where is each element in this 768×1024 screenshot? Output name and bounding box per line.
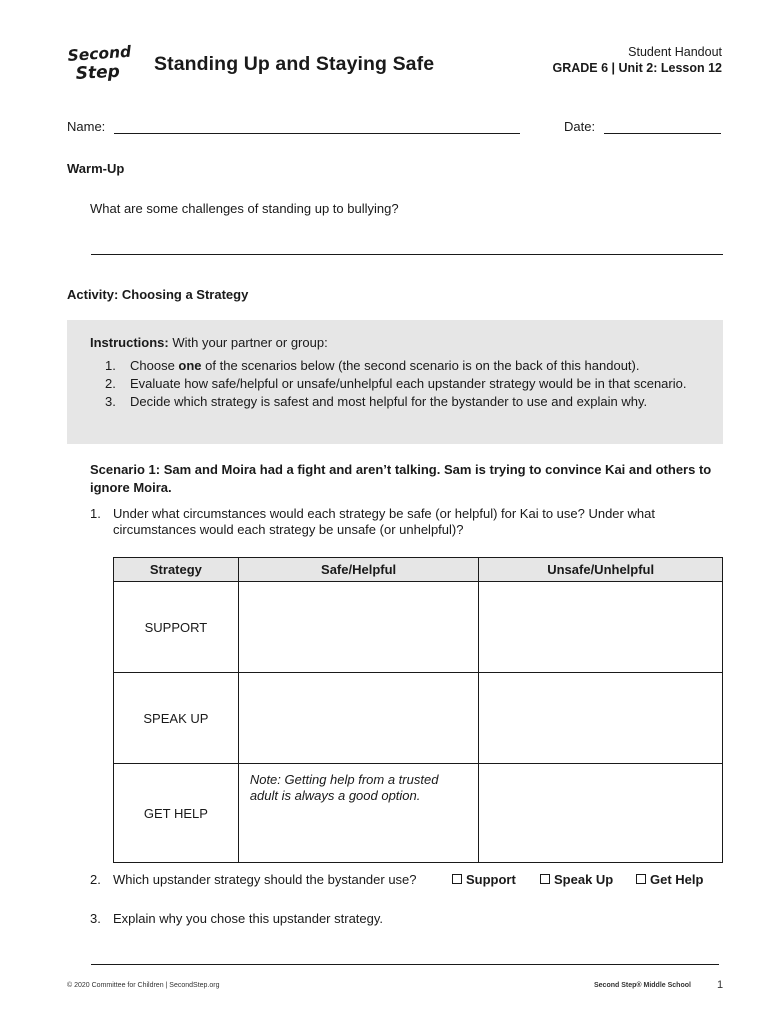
question-text: Under what circumstances would each strategy be safe (or helpful) for Kai to use? Under what circumstances would each strategy be unsafe (or unhelpful)? (113, 506, 655, 537)
option-support[interactable] (452, 872, 516, 887)
column-header-strategy: Strategy (114, 558, 239, 582)
warmup-question: What are some challenges of standing up to bullying? (90, 201, 399, 216)
step-number: 3. (105, 394, 116, 409)
strategy-name: GET HELP (114, 764, 239, 863)
question-3 (90, 911, 730, 929)
option-get-help[interactable] (636, 872, 703, 887)
question-text: Which upstander strategy should the bystander use? (113, 872, 417, 887)
step-text: Decide which strategy is safest and most helpful for the bystander to use and explain why. (130, 394, 648, 409)
checkbox-icon[interactable] (452, 874, 462, 884)
strategy-name: SUPPORT (114, 582, 239, 673)
option-label: Speak Up (554, 872, 614, 887)
question-number: 3. (90, 911, 101, 926)
unsafe-cell[interactable] (479, 582, 723, 673)
checkbox-icon[interactable] (636, 874, 646, 884)
logo-line-2: Step (75, 61, 121, 84)
second-step-logo (66, 44, 136, 86)
step-number: 1. (105, 358, 116, 373)
unsafe-cell[interactable] (479, 764, 723, 863)
question-2 (90, 872, 730, 890)
warmup-heading: Warm-Up (67, 161, 125, 176)
step-text-before: Choose (130, 358, 179, 373)
name-label: Name: (67, 119, 106, 134)
handout-label: Student Handout (628, 45, 722, 59)
strategy-name: SPEAK UP (114, 673, 239, 764)
step-text: Evaluate how safe/helpful or unsafe/unhelpful each upstander strategy would be in that scenario. (130, 376, 687, 391)
q3-answer-line[interactable] (91, 964, 719, 965)
date-label: Date: (564, 119, 596, 134)
instructions-list (90, 357, 715, 411)
question-text: Explain why you chose this upstander strategy. (113, 911, 384, 926)
table-row (114, 582, 723, 673)
footer-program: Second Step® Middle School (594, 982, 691, 989)
question-number: 1. (90, 506, 101, 521)
instruction-step (90, 393, 715, 411)
instructions-intro (90, 335, 328, 350)
strategy-table (113, 557, 723, 863)
footer-copyright: © 2020 Committee for Children | SecondStep.org (67, 982, 220, 989)
name-field[interactable] (114, 133, 520, 134)
instructions-label: Instructions: (90, 335, 169, 350)
safe-cell[interactable] (238, 582, 479, 673)
activity-heading: Activity: Choosing a Strategy (67, 287, 249, 302)
table-header-row (114, 558, 723, 582)
logo-line-1: Second (67, 44, 132, 65)
warmup-answer-line[interactable] (91, 254, 723, 255)
checkbox-icon[interactable] (540, 874, 550, 884)
instructions-intro-text: With your partner or group: (168, 335, 328, 350)
step-text-bold: one (178, 358, 202, 373)
instructions-box (67, 320, 723, 444)
step-number: 2. (105, 376, 116, 391)
question-number: 2. (90, 872, 101, 887)
unsafe-cell[interactable] (479, 673, 723, 764)
table-row (114, 764, 723, 863)
page-title: Standing Up and Staying Safe (154, 53, 435, 75)
column-header-safe: Safe/Helpful (238, 558, 479, 582)
scenario-1: Scenario 1: Sam and Moira had a fight and aren’t talking. Sam is trying to convince Kai and others to ignore Moira. (90, 462, 712, 495)
instruction-step (90, 357, 715, 375)
safe-cell[interactable] (238, 673, 479, 764)
option-label: Support (466, 872, 516, 887)
date-field[interactable] (604, 133, 721, 134)
page-number: 1 (717, 979, 724, 991)
table-row (114, 673, 723, 764)
grade-unit-lesson: GRADE 6 | Unit 2: Lesson 12 (552, 61, 722, 75)
step-text-after: of the scenarios below (the second scenario is on the back of this handout). (201, 358, 640, 373)
option-label: Get Help (650, 872, 704, 887)
option-speak-up[interactable] (540, 872, 613, 887)
column-header-unsafe: Unsafe/Unhelpful (479, 558, 723, 582)
instruction-step (90, 375, 715, 393)
safe-cell-note[interactable]: Note: Getting help from a trusted adult is always a good option. (238, 764, 479, 863)
